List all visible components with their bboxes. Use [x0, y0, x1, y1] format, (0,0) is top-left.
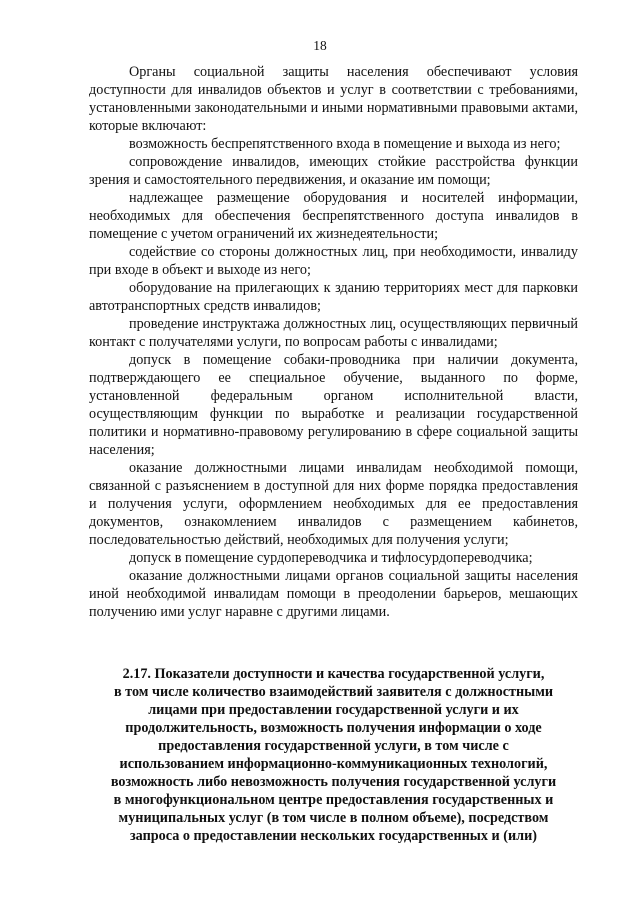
paragraph-equipment-placement: надлежащее размещение оборудования и носителей информации, необходимых для обеспечения беспрепятственного доступа инвалидов в помещение с учетом ограничений их жизнедеятельности; [89, 190, 578, 242]
paragraph-staff-assistance: содействие со стороны должностных лиц, при необходимости, инвалиду при входе в объект и выходе из него; [89, 244, 578, 278]
paragraph-guide-dog: допуск в помещение собаки-проводника при наличии документа, подтверждающего ее специальное обучение, выданного по форме, установленной федеральным органом исполнительной власти, осуществляющим функции по выработке и реализации государственной политики и нормативно-правовому регулированию в сфере социальной защиты населения; [89, 352, 578, 458]
paragraph-escort: сопровождение инвалидов, имеющих стойкие расстройства функции зрения и самостоятельного передвижения, и оказание им помощи; [89, 154, 578, 188]
heading-line: запроса о предоставлении нескольких государственных и (или) [129, 828, 537, 844]
section-heading-2-17 [89, 665, 578, 845]
heading-line: муниципальных услуг (в том числе в полном объеме), посредством [118, 810, 549, 826]
paragraph-parking: оборудование на прилегающих к зданию территориях мест для парковки автотранспортных средств инвалидов; [89, 280, 578, 314]
heading-line: в том числе количество взаимодействий заявителя с должностными [113, 684, 554, 700]
paragraph-entrance-access: возможность беспрепятственного входа в помещение и выхода из него; [129, 136, 561, 152]
heading-line: лицами при предоставлении государственной услуги и их [148, 702, 519, 718]
paragraph-barrier-help: оказание должностными лицами органов социальной защиты населения иной необходимой инвалидам помощи в преодолении барьеров, мешающих получению ими услуг наравне с другими лицами. [89, 568, 578, 620]
heading-line: возможность либо невозможность получения государственной услуги [110, 774, 557, 790]
heading-line: 2.17. Показатели доступности и качества государственной услуги, [122, 666, 545, 682]
paragraph-intro: Органы социальной защиты населения обеспечивают условия доступности для инвалидов объектов и услуг в соответствии с требованиями, установленными законодательными и иными нормативными правовыми актами, которые включают: [89, 64, 578, 134]
page-number: 18 [313, 38, 327, 53]
paragraph-sign-interpreter: допуск в помещение сурдопереводчика и тифлосурдопереводчика; [129, 550, 533, 566]
body-text [89, 63, 578, 621]
paragraph-staff-briefing: проведение инструктажа должностных лиц, осуществляющих первичный контакт с получателями услуги, по вопросам работы с инвалидами; [89, 316, 578, 350]
heading-line: использованием информационно-коммуникационных технологий, [119, 756, 548, 772]
paragraph-explanation-help: оказание должностными лицами инвалидам необходимой помощи, связанной с разъяснением в доступной для них форме порядка предоставления и получения услуги, оформлением необходимых для ее предоставления документов, ознакомлением инвалидов с размещением кабинетов, последовательностью действий, необходимых для получения услуги; [89, 460, 578, 548]
heading-line: продолжительность, возможность получения информации о ходе [125, 720, 542, 736]
heading-line: предоставления государственной услуги, в том числе с [158, 738, 509, 754]
heading-line: в многофункциональном центре предоставления государственных и [113, 792, 554, 808]
